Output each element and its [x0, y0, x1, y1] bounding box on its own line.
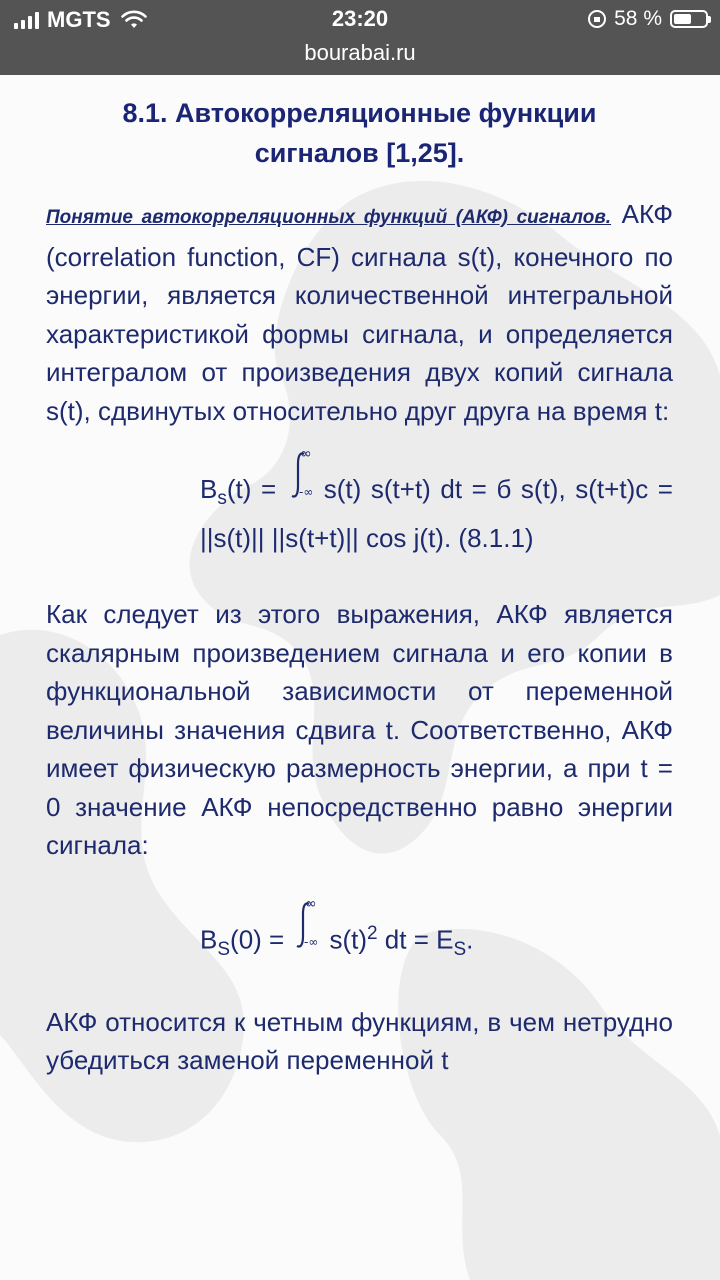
formula2-sup: 2	[367, 922, 378, 944]
formula2-end: .	[466, 924, 474, 955]
carrier-label: MGTS	[47, 7, 111, 32]
formula2-sub: S	[217, 938, 231, 960]
orientation-lock-icon	[588, 10, 606, 28]
title-line-2: сигналов [1,25].	[254, 138, 465, 168]
clock: 23:20	[331, 6, 389, 31]
definition-text: АКФ (correlation function, CF) сигнала s(t), конечного по энергии, является количественной интегральной характеристикой формы сигнала, и определяется интегралом от произведения двух копий сигнала s(t), сдвинутых относительно друг друга на время t:	[46, 199, 673, 426]
formula2-arg: (0) =	[230, 924, 292, 955]
formula-8-1-1	[200, 446, 673, 557]
url-bar[interactable]: bourabai.ru	[304, 40, 416, 65]
concept-link[interactable]: Понятие автокорреляционных функций (АКФ) сигналов.	[46, 207, 612, 228]
integral-icon-2	[291, 896, 329, 952]
battery-fill	[674, 14, 691, 24]
formula2-upper-limit: ∞	[305, 896, 318, 913]
status-bar	[0, 0, 720, 75]
formula1-B: B	[200, 474, 218, 504]
formula1-rhs: s(t) s(t+t) dt = б s(t), s(t+t)с = ||s(t)|| ||s(t+t)|| cos j(t). (8.1.1)	[200, 474, 673, 553]
paragraph-even-function: АКФ относится к четным функциям, в чем нетрудно убедиться заменой переменной t	[46, 1006, 673, 1076]
paragraph-explanation: Как следует из этого выражения, АКФ является скалярным произведением сигнала и его копии в функциональной зависимости от переменной величины значения сдвига t. Соответственно, АКФ имеет физическую размерность энергии, а при t = 0 значение АКФ непосредственно равно энергии сигнала:	[46, 599, 673, 861]
web-page[interactable]	[0, 75, 720, 1280]
page-title	[46, 93, 673, 173]
formula2-lower-limit: -∞	[304, 935, 319, 950]
formula2-rhs-sub: S	[453, 938, 467, 960]
paragraph-definition	[46, 195, 673, 430]
formula2-rhs-b: dt = E	[377, 924, 454, 955]
title-line-1: 8.1. Автокорреляционные функции	[122, 98, 597, 128]
formula2-rhs-a: s(t)	[329, 924, 367, 955]
formula1-lower-limit: -∞	[298, 485, 314, 499]
battery-percent: 58 %	[614, 7, 662, 30]
formula1-sub: s	[217, 488, 227, 510]
battery-icon	[670, 10, 708, 28]
formula1-arg: (t) =	[226, 474, 286, 504]
integral-icon	[286, 446, 324, 502]
formula-energy	[200, 896, 673, 969]
formula1-upper-limit: ∞	[299, 446, 312, 462]
formula2-B: B	[200, 924, 218, 955]
article-content	[46, 93, 673, 1080]
status-right	[588, 7, 708, 31]
